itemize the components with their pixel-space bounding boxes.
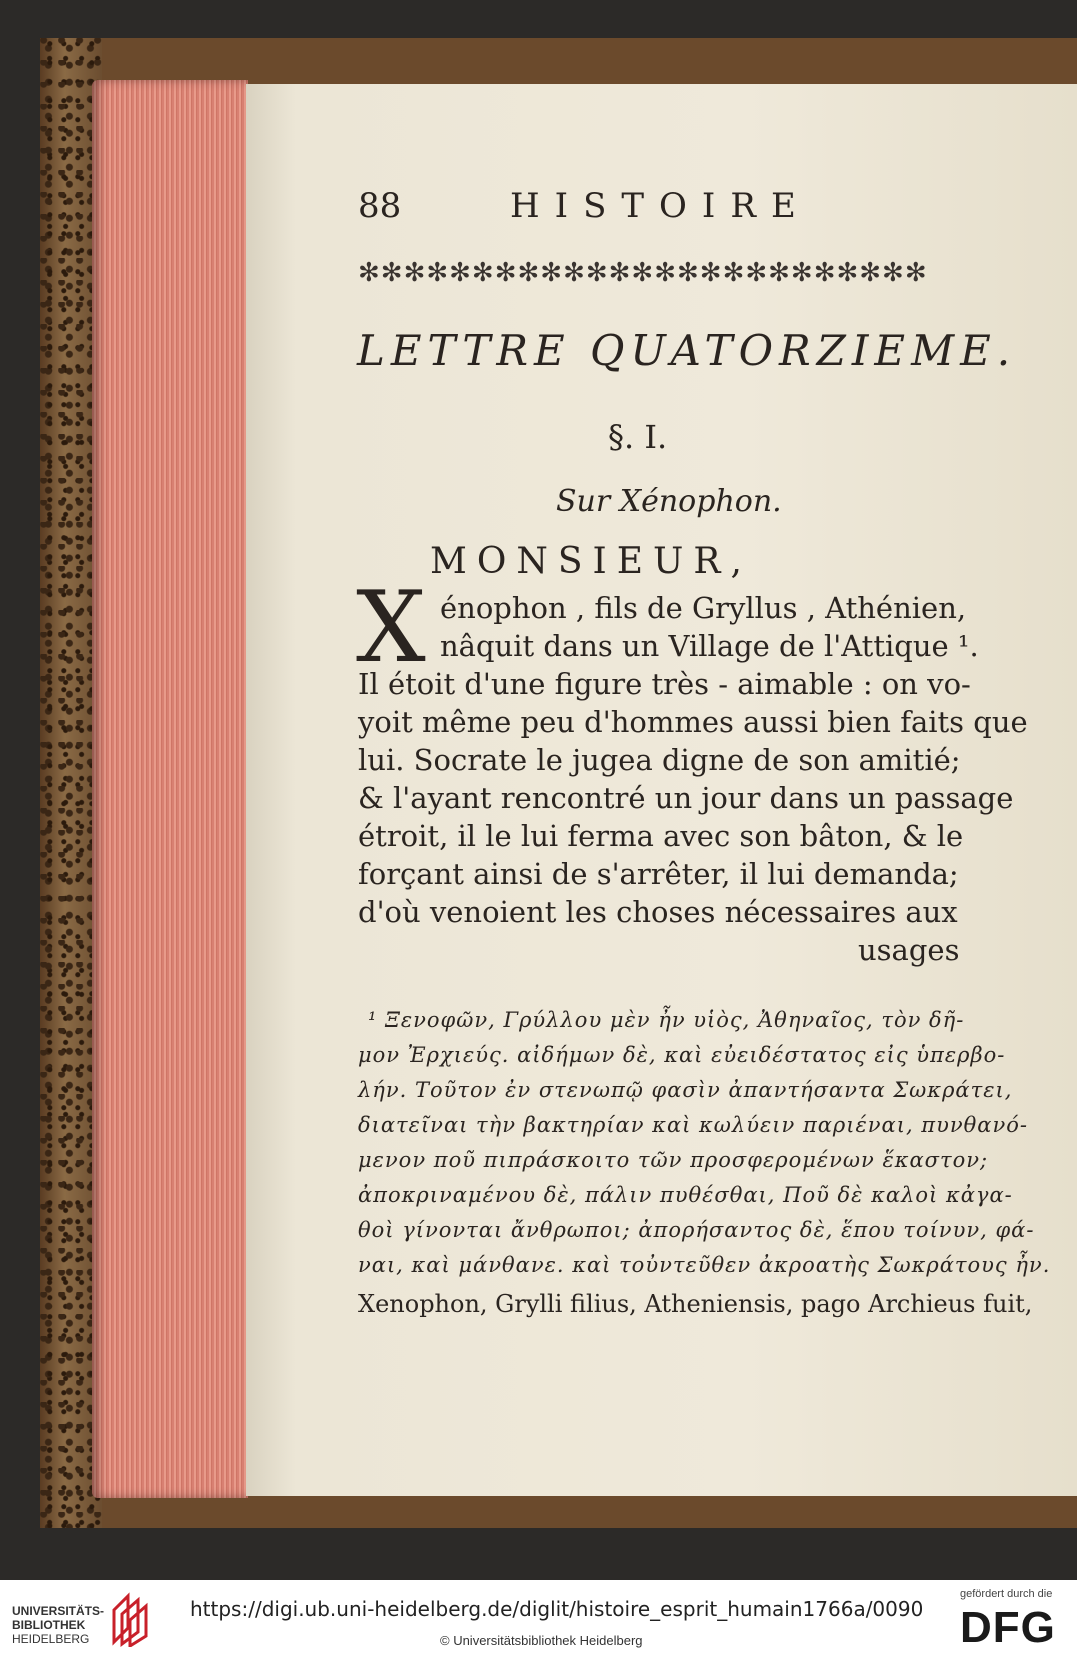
body-line: & l'ayant rencontré un jour dans un passage (358, 781, 1014, 815)
letter-title: LETTRE QUATORZIEME. (357, 326, 1017, 375)
footnote-greek-line: ναι, καὶ μάνθανε. καὶ τοὐντεῦθεν ἀκροατὴς Σωκράτους ἦν. (358, 1253, 1051, 1277)
body-line: Il étoit d'une figure très - aimable : on vo- (358, 667, 971, 701)
footnote-greek-line: θοὶ γίνονται ἄνθρωποι; ἀπορήσαντος δὲ, ἕπου τοίνυν, φά- (358, 1218, 1035, 1242)
body-line: énophon , fils de Gryllus , Athénien, (440, 591, 967, 625)
footnote-latin-line: Xenophon, Grylli filius, Atheniensis, pago Archieus fuit, (358, 1290, 1033, 1318)
footnote-greek-line: ¹ Ξενοφῶν, Γρύλλου μὲν ἦν υἱὸς, Ἀθηναῖος, τὸν δῆ- (368, 1008, 965, 1032)
footnote-greek-line: λήν. Τοῦτον ἐν στενωπῷ φασὶν ἀπαντήσαντα Σωκράτει, (358, 1078, 1013, 1102)
library-logo-line: BIBLIOTHEK (12, 1618, 86, 1632)
library-logo-line: HEIDELBERG (12, 1632, 90, 1646)
funder-caption: gefördert durch die (960, 1588, 1053, 1600)
footnote-greek-line: ἀποκριναμένου δὲ, πάλιν πυθέσθαι, Ποῦ δὲ καλοὶ κἀγα- (358, 1183, 1013, 1207)
library-logo[interactable] (12, 1604, 106, 1646)
running-head: HISTOIRE (510, 186, 811, 226)
body-line: nâquit dans un Village de l'Attique ¹. (440, 629, 979, 663)
library-emblem-icon (108, 1592, 150, 1647)
page-edges (92, 80, 248, 1498)
catchword: usages (858, 933, 960, 967)
dfg-logo[interactable]: DFG (960, 1603, 1056, 1652)
body-line: forçant ainsi de s'arrêter, il lui demanda; (358, 857, 959, 891)
body-line: étroit, il le lui ferma avec son bâton, & le (358, 819, 964, 853)
page-number: 88 (358, 186, 402, 226)
library-logo-line: UNIVERSITÄTS- (12, 1604, 105, 1618)
body-line: lui. Socrate le jugea digne de son amitié; (358, 743, 961, 777)
ornament-rule: ✻✻✻✻✻✻✻✻✻✻✻✻✻✻✻✻✻✻✻✻✻✻✻✻✻ (358, 258, 928, 288)
footnote-greek-line: μενον ποῦ πιπράσκοιτο τῶν προσφερομένων ἕκαστον; (358, 1148, 989, 1172)
footnote-greek-line: μον Ἐρχιεύς. αἰδήμων δὲ, καὶ εὐειδέστατος εἰς ὑπερβο- (358, 1043, 1006, 1067)
body-line: yoit même peu d'hommes aussi bien faits que (358, 705, 1028, 739)
salutation: MONSIEUR, (430, 541, 752, 582)
permalink-url[interactable]: https://digi.ub.uni-heidelberg.de/diglit/histoire_esprit_humain1766a/0090 (190, 1597, 924, 1621)
copyright-notice: © Universitätsbibliothek Heidelberg (440, 1633, 643, 1648)
footnote-greek-line: διατεῖναι τὴν βακτηρίαν καὶ κωλύειν παριέναι, πυνθανό- (358, 1113, 1028, 1137)
section-subtitle: Sur Xénophon. (556, 484, 782, 519)
section-number: §. I. (608, 418, 668, 456)
body-line: d'où venoient les choses nécessaires aux (358, 895, 958, 929)
drop-cap: X (356, 571, 426, 685)
